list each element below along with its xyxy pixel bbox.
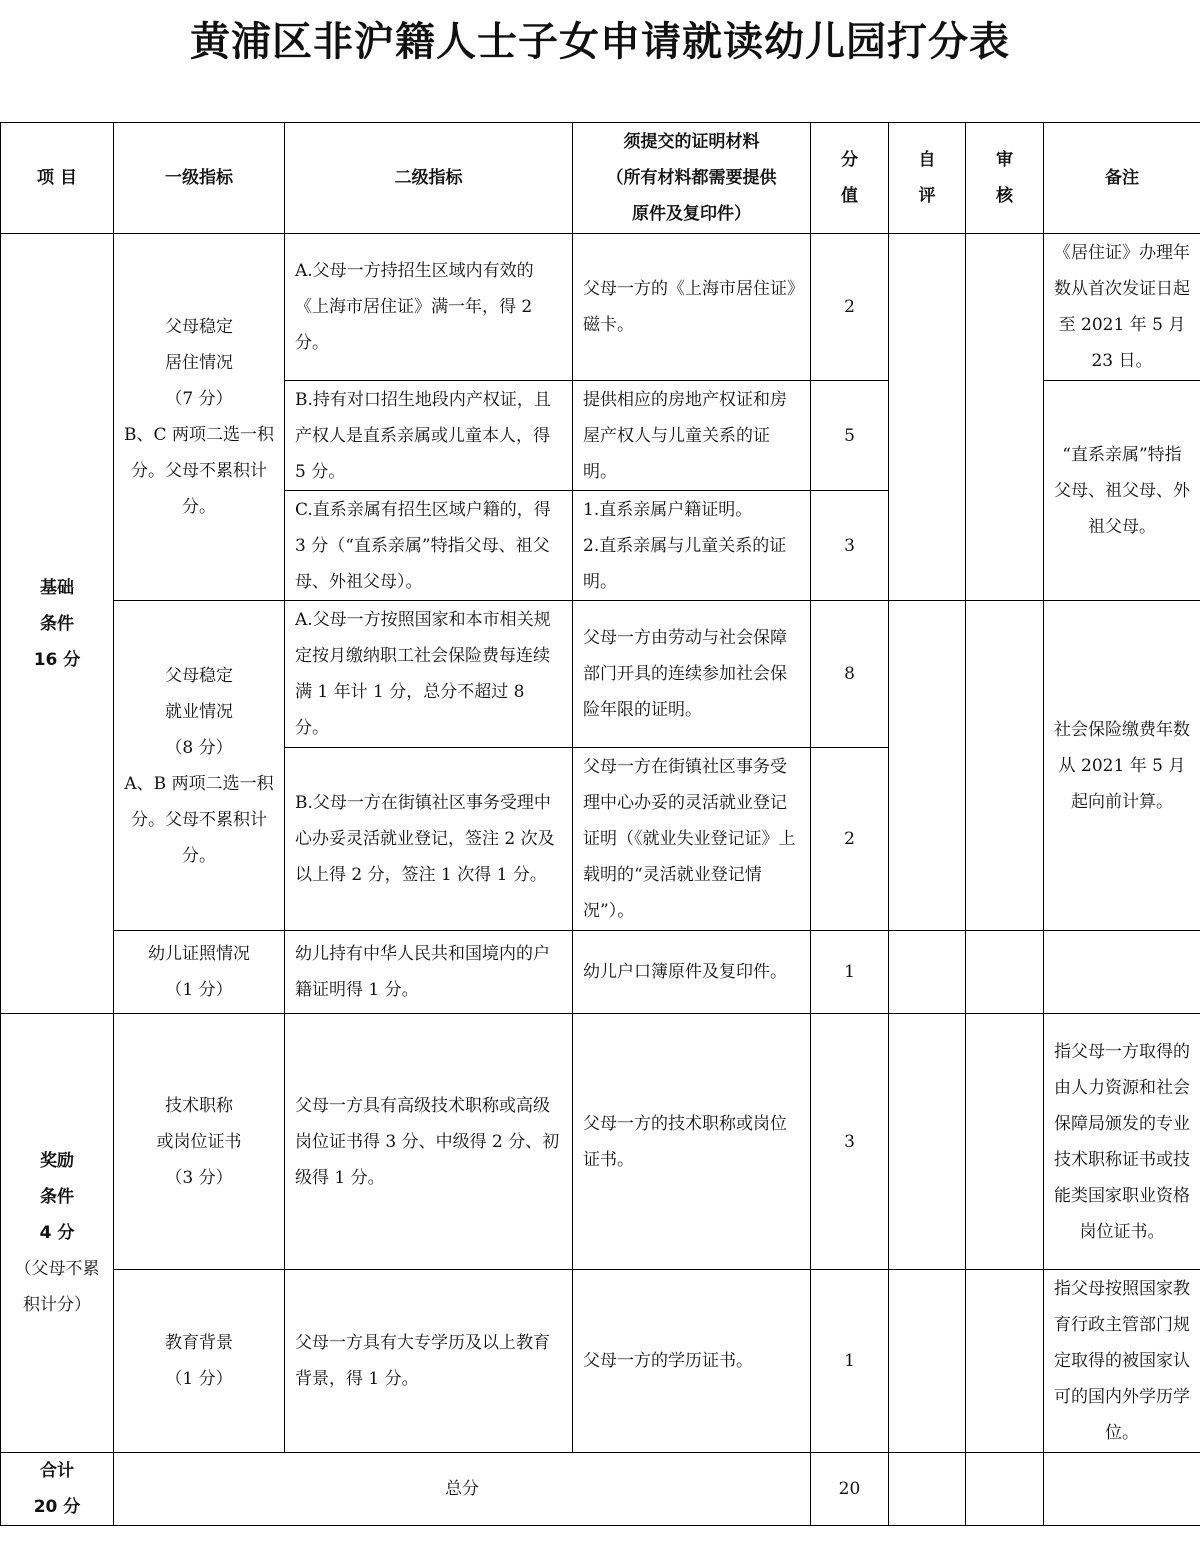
header-review: 审 核 <box>966 123 1044 234</box>
child-id-review-cell <box>966 931 1044 1014</box>
employment-a-materials: 父母一方由劳动与社会保障部门开具的连续参加社会保险年限的证明。 <box>573 601 811 748</box>
table-row <box>1 1014 1200 1270</box>
education-score: 1 <box>811 1270 889 1453</box>
child-id-remarks-cell <box>1044 931 1200 1014</box>
residence-self-eval-cell <box>889 234 966 601</box>
employment-b-level2: B.父母一方在街镇社区事务受理中心办妥灵活就业登记，签注 2 次及以上得 2 分，签注 1 次得 1 分。 <box>285 748 573 931</box>
scoring-table <box>0 122 1200 1526</box>
table-row <box>1 601 1200 748</box>
title-cert-review-cell <box>966 1014 1044 1270</box>
residence-level1: 父母稳定 居住情况 （7 分） B、C 两项二选一积分。父母不累积计分。 <box>114 234 285 601</box>
total-row <box>1 1453 1200 1526</box>
education-review-cell <box>966 1270 1044 1453</box>
residence-a-remarks: 《居住证》办理年数从首次发证日起至 2021 年 5 月 23 日。 <box>1044 234 1200 381</box>
header-self-eval: 自 评 <box>889 123 966 234</box>
employment-b-score: 2 <box>811 748 889 931</box>
basic-conditions-label: 基础 条件 16 分 <box>1 234 114 1014</box>
residence-review-cell <box>966 234 1044 601</box>
header-level2: 二级指标 <box>285 123 573 234</box>
header-level1: 一级指标 <box>114 123 285 234</box>
title-cert-self-eval-cell <box>889 1014 966 1270</box>
education-level2: 父母一方具有大专学历及以上教育背景，得 1 分。 <box>285 1270 573 1453</box>
employment-a-level2: A.父母一方按照国家和本市相关规定按月缴纳职工社会保险费每连续满 1 年计 1 分，总分不超过 8 分。 <box>285 601 573 748</box>
title-cert-score: 3 <box>811 1014 889 1270</box>
child-id-materials: 幼儿户口簿原件及复印件。 <box>573 931 811 1014</box>
header-materials: 须提交的证明材料 （所有材料都需要提供 原件及复印件） <box>573 123 811 234</box>
page-title: 黄浦区非沪籍人士子女申请就读幼儿园打分表 <box>190 19 1010 65</box>
title-cert-level1: 技术职称 或岗位证书 （3 分） <box>114 1014 285 1270</box>
education-remarks: 指父母按照国家教育行政主管部门规定取得的被国家认可的国内外学历学位。 <box>1044 1270 1200 1453</box>
total-remarks-cell <box>1044 1453 1200 1526</box>
residence-b-score: 5 <box>811 381 889 491</box>
employment-level1: 父母稳定 就业情况 （8 分） A、B 两项二选一积分。父母不累积计分。 <box>114 601 285 931</box>
table-row <box>1 931 1200 1014</box>
education-materials: 父母一方的学历证书。 <box>573 1270 811 1453</box>
title-cert-remarks: 指父母一方取得的由人力资源和社会保障局颁发的专业技术职称证书或技能类国家职业资格岗位证书。 <box>1044 1014 1200 1270</box>
education-self-eval-cell <box>889 1270 966 1453</box>
table-row <box>1 1270 1200 1453</box>
residence-b-level2: B.持有对口招生地段内产权证，且产权人是直系亲属或儿童本人，得 5 分。 <box>285 381 573 491</box>
bonus-conditions-label: 奖励 条件 4 分 <box>39 1151 75 1243</box>
title-cert-materials: 父母一方的技术职称或岗位证书。 <box>573 1014 811 1270</box>
bonus-conditions-cell <box>1 1014 114 1453</box>
residence-c-level2: C.直系亲属有招生区域户籍的，得 3 分（“直系亲属”特指父母、祖父母、外祖父母）。 <box>285 491 573 601</box>
employment-a-score: 8 <box>811 601 889 748</box>
child-id-level1: 幼儿证照情况 （1 分） <box>114 931 285 1014</box>
education-level1: 教育背景 （1 分） <box>114 1270 285 1453</box>
employment-self-eval-cell <box>889 601 966 931</box>
header-item: 项 目 <box>1 123 114 234</box>
total-name: 总分 <box>114 1453 811 1526</box>
total-self-eval-cell <box>889 1453 966 1526</box>
child-id-score: 1 <box>811 931 889 1014</box>
header-remarks: 备注 <box>1044 123 1200 234</box>
residence-a-level2: A.父母一方持招生区域内有效的《上海市居住证》满一年，得 2 分。 <box>285 234 573 381</box>
residence-c-score: 3 <box>811 491 889 601</box>
residence-c-materials: 1.直系亲属户籍证明。 2.直系亲属与儿童关系的证明。 <box>573 491 811 601</box>
employment-b-materials: 父母一方在街镇社区事务受理中心办妥的灵活就业登记证明（《就业失业登记证》上载明的“灵活就业登记情况”）。 <box>573 748 811 931</box>
child-id-level2: 幼儿持有中华人民共和国境内的户籍证明得 1 分。 <box>285 931 573 1014</box>
residence-b-materials: 提供相应的房地产权证和房屋产权人与儿童关系的证明。 <box>573 381 811 491</box>
child-id-self-eval-cell <box>889 931 966 1014</box>
header-score: 分 值 <box>811 123 889 234</box>
residence-a-materials: 父母一方的《上海市居住证》磁卡。 <box>573 234 811 381</box>
total-review-cell <box>966 1453 1044 1526</box>
employment-review-cell <box>966 601 1044 931</box>
table-row <box>1 234 1200 381</box>
title-cert-level2: 父母一方具有高级技术职称或高级岗位证书得 3 分、中级得 2 分、初级得 1 分。 <box>285 1014 573 1270</box>
header-row <box>1 123 1200 234</box>
residence-a-score: 2 <box>811 234 889 381</box>
total-label: 合计 20 分 <box>1 1453 114 1526</box>
bonus-conditions-note: （父母不累积计分） <box>14 1259 100 1315</box>
total-score: 20 <box>811 1453 889 1526</box>
employment-remarks: 社会保险缴费年数从 2021 年 5 月起向前计算。 <box>1044 601 1200 931</box>
residence-bc-remarks: “直系亲属”特指父母、祖父母、外祖父母。 <box>1044 381 1200 601</box>
